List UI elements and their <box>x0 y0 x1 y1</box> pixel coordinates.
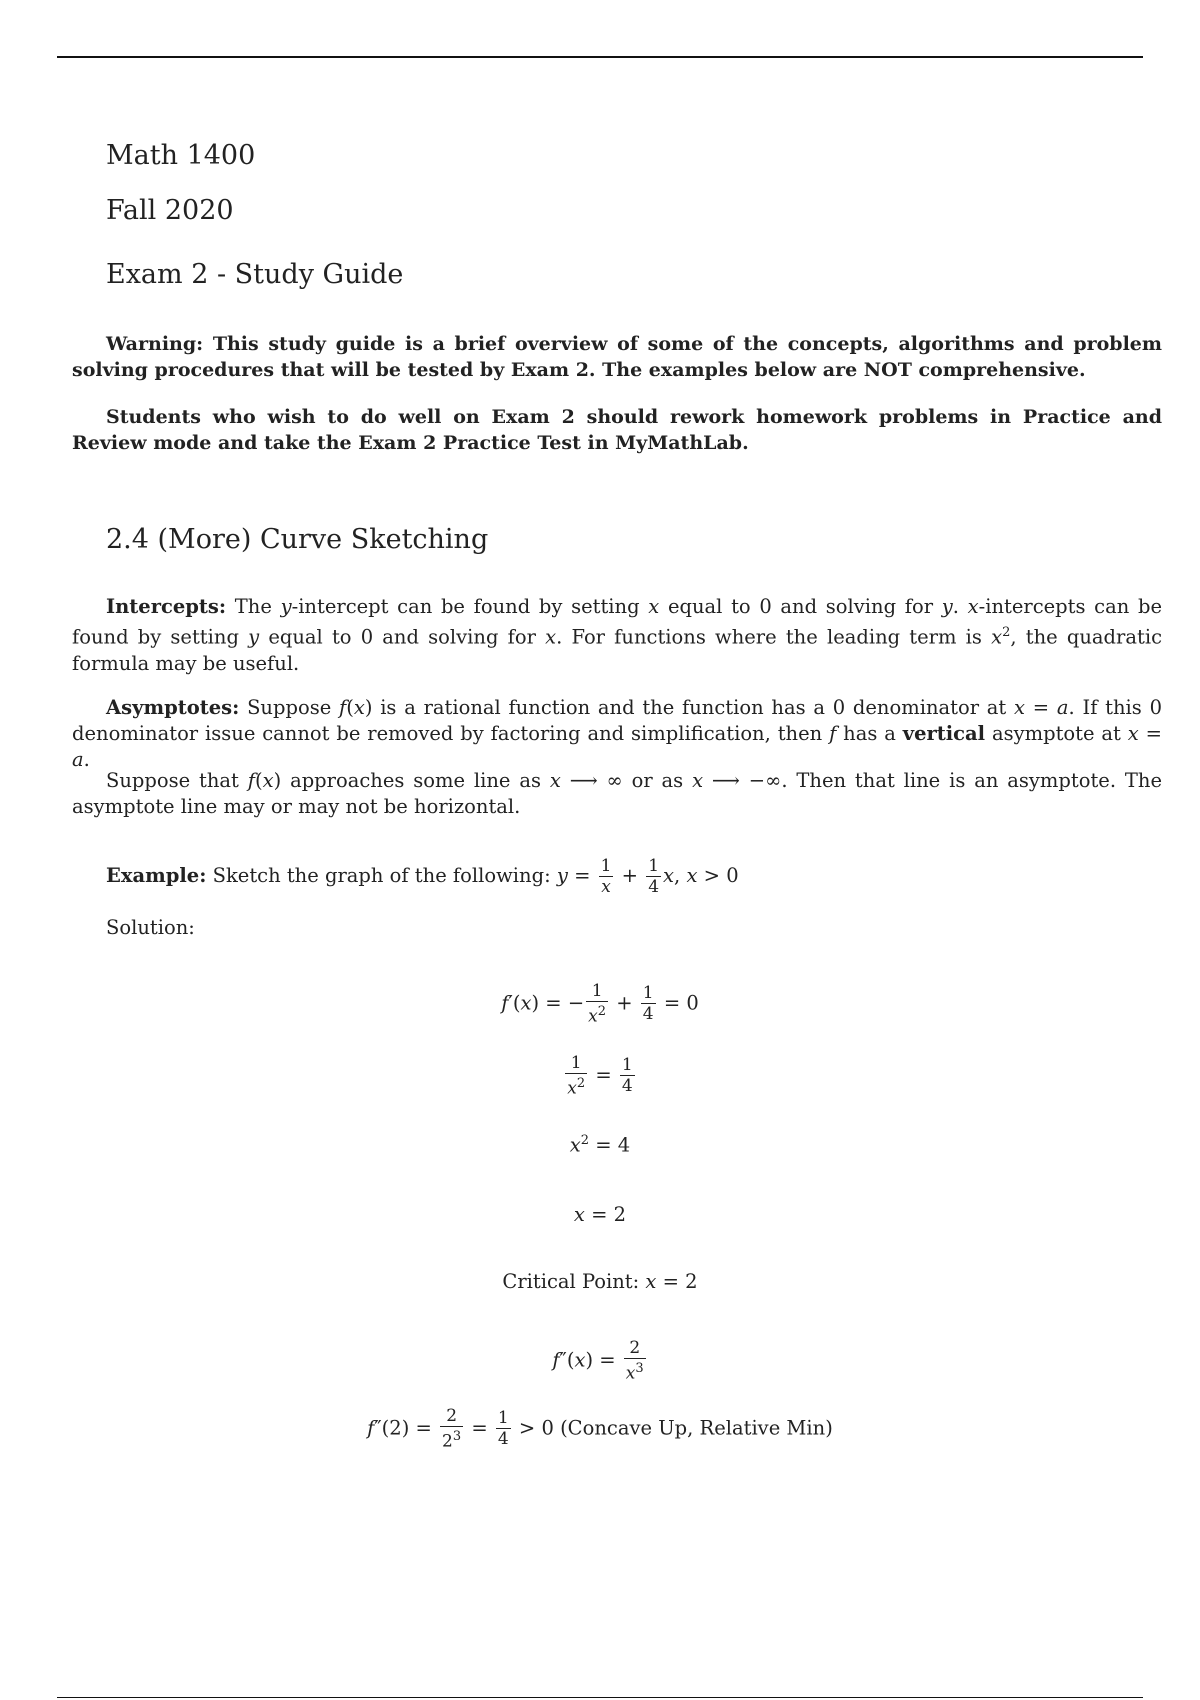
equation-second-derivative: f″(x) = $\frac{2}{x^3}$ <box>552 1338 644 1384</box>
asymptotes-paragraph: Asymptotes: Suppose f(x) is a rational function and the function has a 0 denominator at x = a. If this 0 denominator issue cannot be removed by factoring and simplification, then f has a vertical asymptote at x = a. <box>72 696 1162 771</box>
equation-first-derivative: f′(x) = − $\frac{1}{x^2}$ + $\frac{1}{4}$ = 0 <box>501 981 699 1027</box>
bottom-rule <box>57 1697 1143 1698</box>
asymptotes-label: Asymptotes: <box>106 696 240 719</box>
intercepts-label: Intercepts: <box>106 595 227 618</box>
intercepts-paragraph: Intercepts: The y-intercept can be found by setting x equal to 0 and solving for y. x-intercepts can be found by setting y equal to 0 and solving for x. For functions where the leading term is $x^2$, the quadratic formula may be useful. <box>72 595 1162 675</box>
document-title: Exam 2 - Study Guide <box>106 259 404 290</box>
top-rule <box>57 56 1143 58</box>
solution-label: Solution: <box>106 916 195 939</box>
warning-text: This study guide is a brief overview of some of the concepts, algorithms and problem solving procedures that will be tested by Exam 2. The examples below are NOT comprehensive. <box>72 333 1162 381</box>
critical-point-line: Critical Point: x = 2 <box>502 1270 698 1293</box>
term: Fall 2020 <box>106 195 234 226</box>
warning-paragraph <box>72 331 1162 383</box>
example-label: Example: <box>106 864 207 887</box>
equation-step-solution: x = 2 <box>573 1203 627 1226</box>
example-line <box>106 856 739 897</box>
example-text: Sketch the graph of the following: <box>212 864 551 887</box>
horizontal-asymptote-paragraph: Suppose that f(x) approaches some line as x ⟶ ∞ or as x ⟶ −∞. Then that line is an asymptote. The asymptote line may or may not be horizontal. <box>72 769 1162 818</box>
equation-step-square: $x^2 = 4$ <box>569 1133 631 1157</box>
warning-label: Warning: <box>106 333 204 355</box>
critical-point-label: Critical Point: <box>502 1270 640 1293</box>
course-name: Math 1400 <box>106 140 256 171</box>
concavity-note: (Concave Up, Relative Min) <box>560 1416 833 1440</box>
equation-step-reciprocal: $\frac{1}{x^2}$ = $\frac{1}{4}$ <box>567 1053 633 1099</box>
section-heading: 2.4 (More) Curve Sketching <box>106 524 489 555</box>
example-formula: y = $\frac{1}{x}$ + $\frac{1}{4}$ x, x > 0 <box>556 856 739 897</box>
equation-second-derivative-at-2: f″(2) = $\frac{2}{2^3}$ = $\frac{1}{4}$ > 0 (Concave Up, Relative Min) <box>367 1406 833 1452</box>
students-note: Students who wish to do well on Exam 2 should rework homework problems in Practice and Review mode and take the Exam 2 Practice Test in MyMathLab. <box>72 406 1162 454</box>
